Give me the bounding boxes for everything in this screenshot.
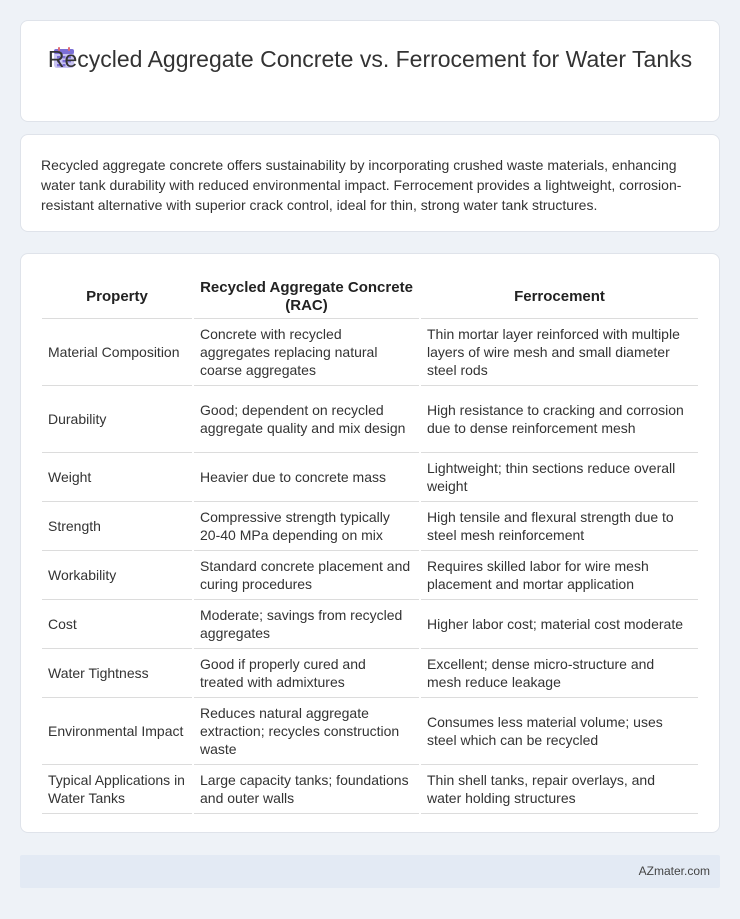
cell-ferrocement: Consumes less material volume; uses steel which can be recycled bbox=[420, 698, 698, 765]
cell-property: Material Composition bbox=[42, 319, 193, 386]
header-property: Property bbox=[42, 276, 193, 319]
cell-rac: Reduces natural aggregate extraction; recycles construction waste bbox=[193, 698, 420, 765]
cell-ferrocement: High resistance to cracking and corrosion due to dense reinforcement mesh bbox=[420, 386, 698, 453]
table-row bbox=[42, 502, 698, 551]
table-row bbox=[42, 319, 698, 386]
header-ferrocement: Ferrocement bbox=[420, 276, 698, 319]
footer-bar bbox=[20, 855, 720, 888]
cell-property: Typical Applications in Water Tanks bbox=[42, 765, 193, 814]
cell-rac: Good; dependent on recycled aggregate quality and mix design bbox=[193, 386, 420, 453]
header-rac: Recycled Aggregate Concrete (RAC) bbox=[193, 276, 420, 319]
cell-ferrocement: Thin mortar layer reinforced with multiple layers of wire mesh and small diameter steel rods bbox=[420, 319, 698, 386]
intro-paragraph: Recycled aggregate concrete offers sustainability by incorporating crushed waste materials, enhancing water tank durability with reduced environmental impact. Ferrocement provides a lightweight, corrosion-resistant alternative with superior crack control, ideal for thin, strong water tank structures. bbox=[41, 157, 682, 213]
table-row bbox=[42, 698, 698, 765]
cell-rac: Large capacity tanks; foundations and outer walls bbox=[193, 765, 420, 814]
cell-ferrocement: High tensile and flexural strength due to steel mesh reinforcement bbox=[420, 502, 698, 551]
cell-property: Water Tightness bbox=[42, 649, 193, 698]
cell-property: Workability bbox=[42, 551, 193, 600]
table-row bbox=[42, 600, 698, 649]
cell-rac: Moderate; savings from recycled aggregates bbox=[193, 600, 420, 649]
table-row bbox=[42, 453, 698, 502]
cell-property: Strength bbox=[42, 502, 193, 551]
cell-rac: Standard concrete placement and curing procedures bbox=[193, 551, 420, 600]
intro-card bbox=[20, 134, 720, 232]
cell-property: Environmental Impact bbox=[42, 698, 193, 765]
cell-rac: Compressive strength typically 20-40 MPa depending on mix bbox=[193, 502, 420, 551]
cell-ferrocement: Higher labor cost; material cost moderate bbox=[420, 600, 698, 649]
cell-property: Cost bbox=[42, 600, 193, 649]
cell-ferrocement: Excellent; dense micro-structure and mesh reduce leakage bbox=[420, 649, 698, 698]
cell-rac: Good if properly cured and treated with admixtures bbox=[193, 649, 420, 698]
footer-site-link[interactable]: AZmater.com bbox=[638, 864, 710, 878]
table-header-row bbox=[42, 276, 698, 319]
page-title: Recycled Aggregate Concrete vs. Ferrocement for Water Tanks bbox=[47, 46, 693, 72]
title-card bbox=[20, 20, 720, 122]
cell-property: Weight bbox=[42, 453, 193, 502]
cell-rac: Heavier due to concrete mass bbox=[193, 453, 420, 502]
cell-ferrocement: Thin shell tanks, repair overlays, and water holding structures bbox=[420, 765, 698, 814]
table-row bbox=[42, 765, 698, 814]
cell-ferrocement: Requires skilled labor for wire mesh placement and mortar application bbox=[420, 551, 698, 600]
table-row bbox=[42, 551, 698, 600]
comparison-table-card bbox=[20, 253, 720, 833]
comparison-table bbox=[42, 276, 698, 814]
cell-rac: Concrete with recycled aggregates replacing natural coarse aggregates bbox=[193, 319, 420, 386]
cell-ferrocement: Lightweight; thin sections reduce overall weight bbox=[420, 453, 698, 502]
table-row bbox=[42, 386, 698, 453]
table-row bbox=[42, 649, 698, 698]
cell-property: Durability bbox=[42, 386, 193, 453]
